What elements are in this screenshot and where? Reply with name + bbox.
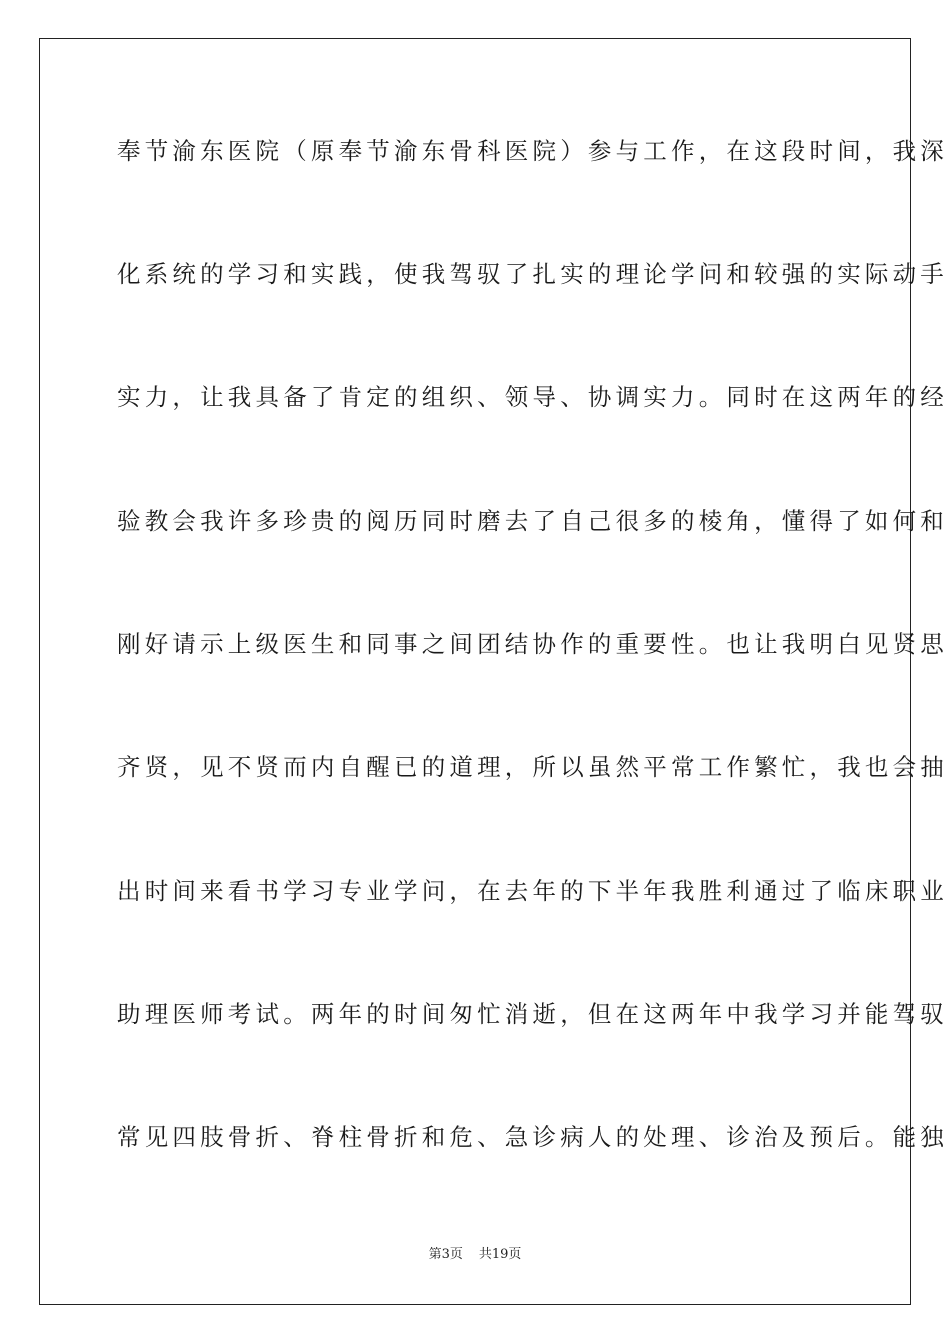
text-line: 常见四肢骨折、脊柱骨折和危、急诊病人的处理、诊治及预后。能独 [117, 1123, 948, 1151]
text-line: 齐贤，见不贤而内自醒已的道理，所以虽然平常工作繁忙，我也会抽 [117, 753, 948, 781]
text-line: 化系统的学习和实践，使我驾驭了扎实的理论学问和较强的实际动手 [117, 260, 948, 288]
page-number: 第3页 [428, 1247, 463, 1262]
page-total: 共19页 [478, 1247, 522, 1262]
text-line: 实力，让我具备了肯定的组织、领导、协调实力。同时在这两年的经 [117, 383, 948, 411]
text-line: 出时间来看书学习专业学问，在去年的下半年我胜利通过了临床职业 [117, 877, 948, 905]
text-line: 奉节渝东医院（原奉节渝东骨科医院）参与工作，在这段时间，我深 [117, 137, 948, 165]
text-line: 验教会我许多珍贵的阅历同时磨去了自己很多的棱角，懂得了如何和 [117, 507, 948, 535]
text-line: 刚好请示上级医生和同事之间团结协作的重要性。也让我明白见贤思 [117, 630, 948, 658]
text-line: 助理医师考试。两年的时间匆忙消逝，但在这两年中我学习并能驾驭 [117, 1000, 948, 1028]
page-frame [39, 38, 948, 1305]
page-footer [0, 1243, 950, 1262]
